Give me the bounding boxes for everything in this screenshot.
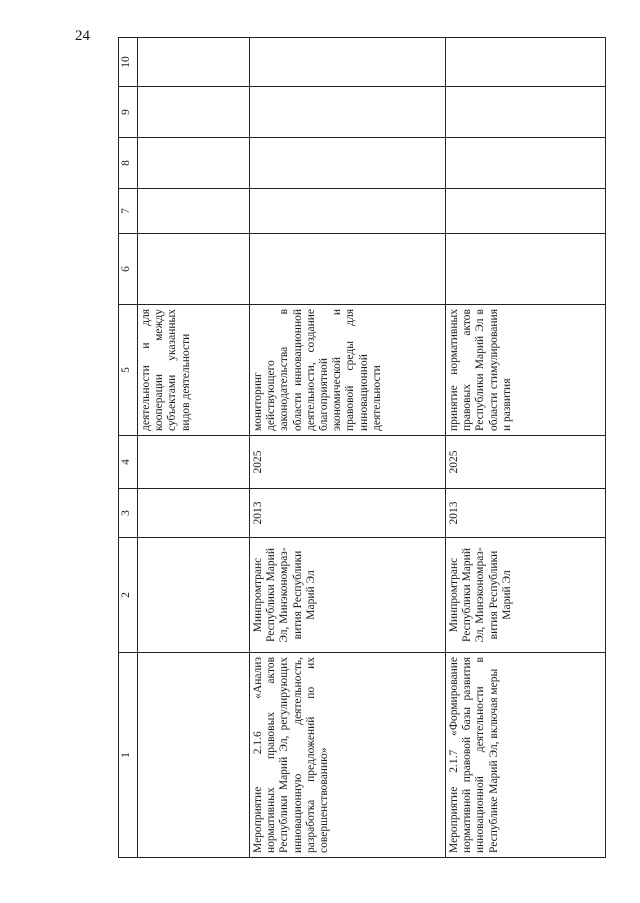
column-header-6: 6: [119, 234, 138, 305]
cell: [250, 234, 446, 305]
column-header-3: 3: [119, 489, 138, 538]
rotated-table-wrapper: [118, 38, 618, 858]
cell: [138, 138, 250, 189]
cell: [250, 87, 446, 138]
column-header-5: 5: [119, 305, 138, 436]
column-header-8: 8: [119, 138, 138, 189]
continuation-row: [138, 38, 250, 858]
measure-cell: Мероприятие 2.1.7 «Формирование нормативной правовой базы развития инновационной деятельности в Республике Марий Эл, включая меры: [446, 653, 606, 858]
column-header-4: 4: [119, 436, 138, 489]
cell: [138, 38, 250, 87]
cell: [138, 87, 250, 138]
cell: [446, 87, 606, 138]
cell: [446, 234, 606, 305]
program-measures-table: [118, 37, 606, 858]
cell: [138, 234, 250, 305]
cell: [446, 38, 606, 87]
cell: [138, 538, 250, 653]
cell: [250, 189, 446, 234]
executor-cell: Минпромтранс Республики Марий Эл, Минэкономраз-вития Республики Марий Эл: [250, 538, 446, 653]
cell: [138, 436, 250, 489]
table-row: [250, 38, 446, 858]
header-row: [119, 38, 138, 858]
column-header-2: 2: [119, 538, 138, 653]
cell: [446, 189, 606, 234]
result-cell: мониторинг действующего законодательства в области инновационной деятельности, создание благоприятной экономической и правовой среды для инновационной деятельности: [250, 305, 446, 436]
column-header-1: 1: [119, 653, 138, 858]
start-year-cell: 2013: [446, 489, 606, 538]
cell: [138, 489, 250, 538]
measure-cell: Мероприятие 2.1.6 «Анализ нормативных правовых актов Республики Марий Эл, регулирующих инновационную деятельность, разработка предложений по их совершенствованию»: [250, 653, 446, 858]
end-year-cell: 2025: [250, 436, 446, 489]
start-year-cell: 2013: [250, 489, 446, 538]
column-header-10: 10: [119, 38, 138, 87]
cell: [446, 138, 606, 189]
column-header-9: 9: [119, 87, 138, 138]
column-header-7: 7: [119, 189, 138, 234]
cell: [250, 38, 446, 87]
page-number: 24: [75, 28, 90, 44]
executor-cell: Минпромтранс Республики Марий Эл, Минэкономраз-вития Республики Марий Эл: [446, 538, 606, 653]
result-cell: деятельности и для кооперации между субъектами указанных видов деятельности: [138, 305, 250, 436]
cell: [250, 138, 446, 189]
result-cell: принятие нормативных правовых актов Республики Марий Эл в области стимулирования и развития: [446, 305, 606, 436]
cell: [138, 189, 250, 234]
end-year-cell: 2025: [446, 436, 606, 489]
cell: [138, 653, 250, 858]
table-row: [446, 38, 606, 858]
